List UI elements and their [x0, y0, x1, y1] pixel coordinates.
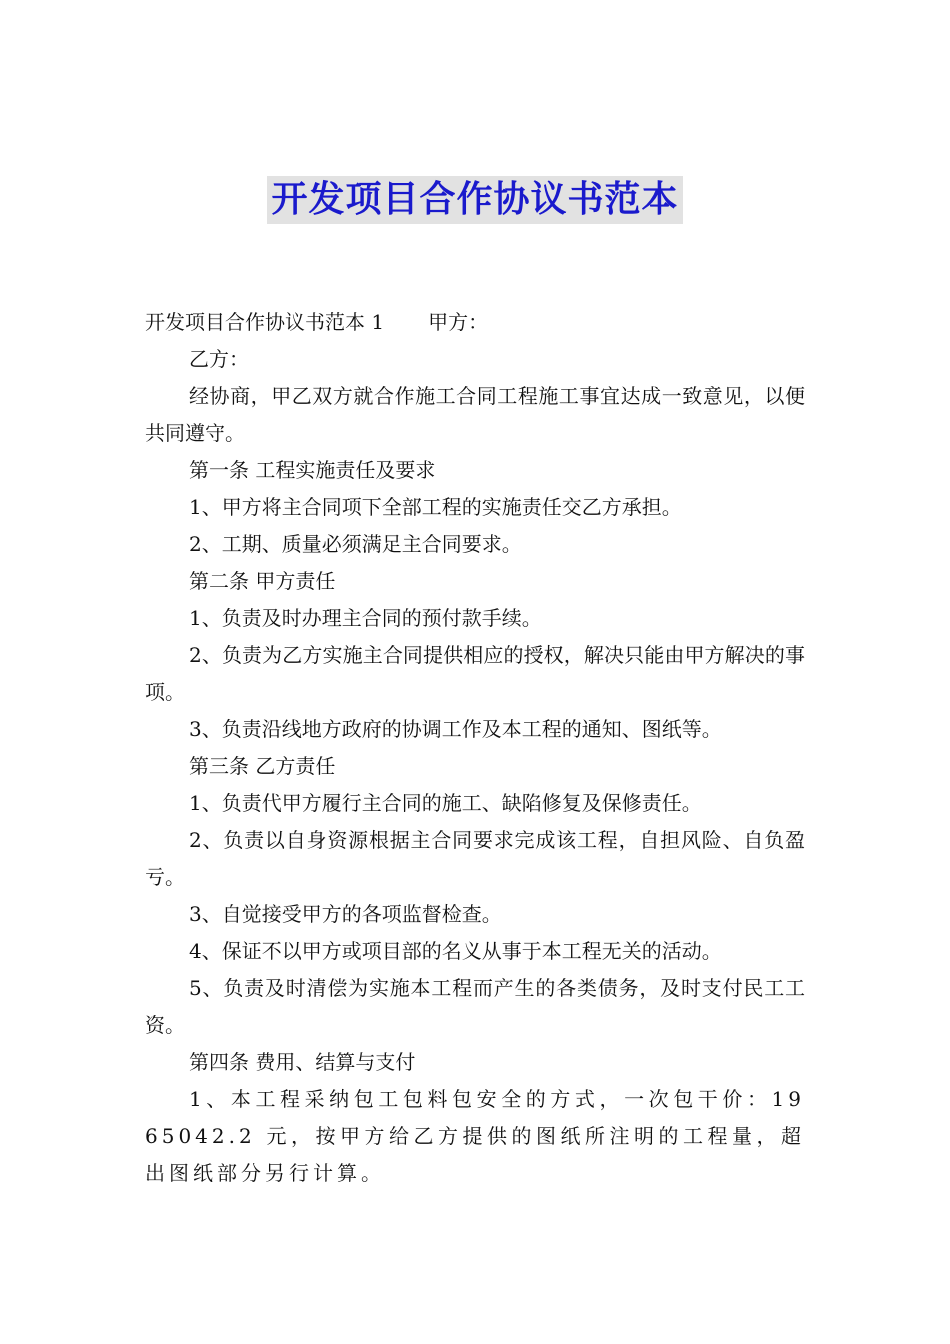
article-1-heading: 第一条 工程实施责任及要求 [189, 458, 436, 482]
article-1-item-1: 1、甲方将主合同项下全部工程的实施责任交乙方承担。 [189, 495, 682, 519]
article-4-item-1: 1、本工程采纳包工包料包安全的方式，一次包干价：1965042.2 元，按甲方给乙方提供的图纸所注明的工程量，超出图纸部分另行计算。 [145, 1087, 805, 1185]
paragraph-intro [145, 304, 805, 341]
article-4-heading: 第四条 费用、结算与支付 [189, 1050, 416, 1074]
document-title: 开发项目合作协议书范本 [267, 176, 682, 224]
article-2-item-1: 1、负责及时办理主合同的预付款手续。 [189, 606, 542, 630]
intro-heading: 开发项目合作协议书范本 1 [145, 310, 385, 334]
title-container [0, 176, 950, 224]
article-2-heading: 第二条 甲方责任 [189, 569, 336, 593]
article-3-item-2: 2、负责以自身资源根据主合同要求完成该工程，自担风险、自负盈亏。 [145, 828, 805, 889]
article-3-item-1: 1、负责代甲方履行主合同的施工、缺陷修复及保修责任。 [189, 791, 702, 815]
document-body [145, 304, 805, 1192]
article-3-item-4: 4、保证不以甲方或项目部的名义从事于本工程无关的活动。 [189, 939, 722, 963]
article-3-heading: 第三条 乙方责任 [189, 754, 336, 778]
article-3-item-5: 5、负责及时清偿为实施本工程而产生的各类债务，及时支付民工工资。 [145, 976, 805, 1037]
paragraph-preamble: 经协商，甲乙双方就合作施工合同工程施工事宜达成一致意见，以便共同遵守。 [145, 384, 805, 445]
article-2-item-2: 2、负责为乙方实施主合同提供相应的授权，解决只能由甲方解决的事项。 [145, 643, 805, 704]
article-3-item-3: 3、自觉接受甲方的各项监督检查。 [189, 902, 502, 926]
party-b-label: 乙方： [189, 347, 249, 371]
article-1-item-2: 2、工期、质量必须满足主合同要求。 [189, 532, 522, 556]
party-a-label: 甲方： [428, 310, 489, 334]
article-2-item-3: 3、负责沿线地方政府的协调工作及本工程的通知、图纸等。 [189, 717, 722, 741]
